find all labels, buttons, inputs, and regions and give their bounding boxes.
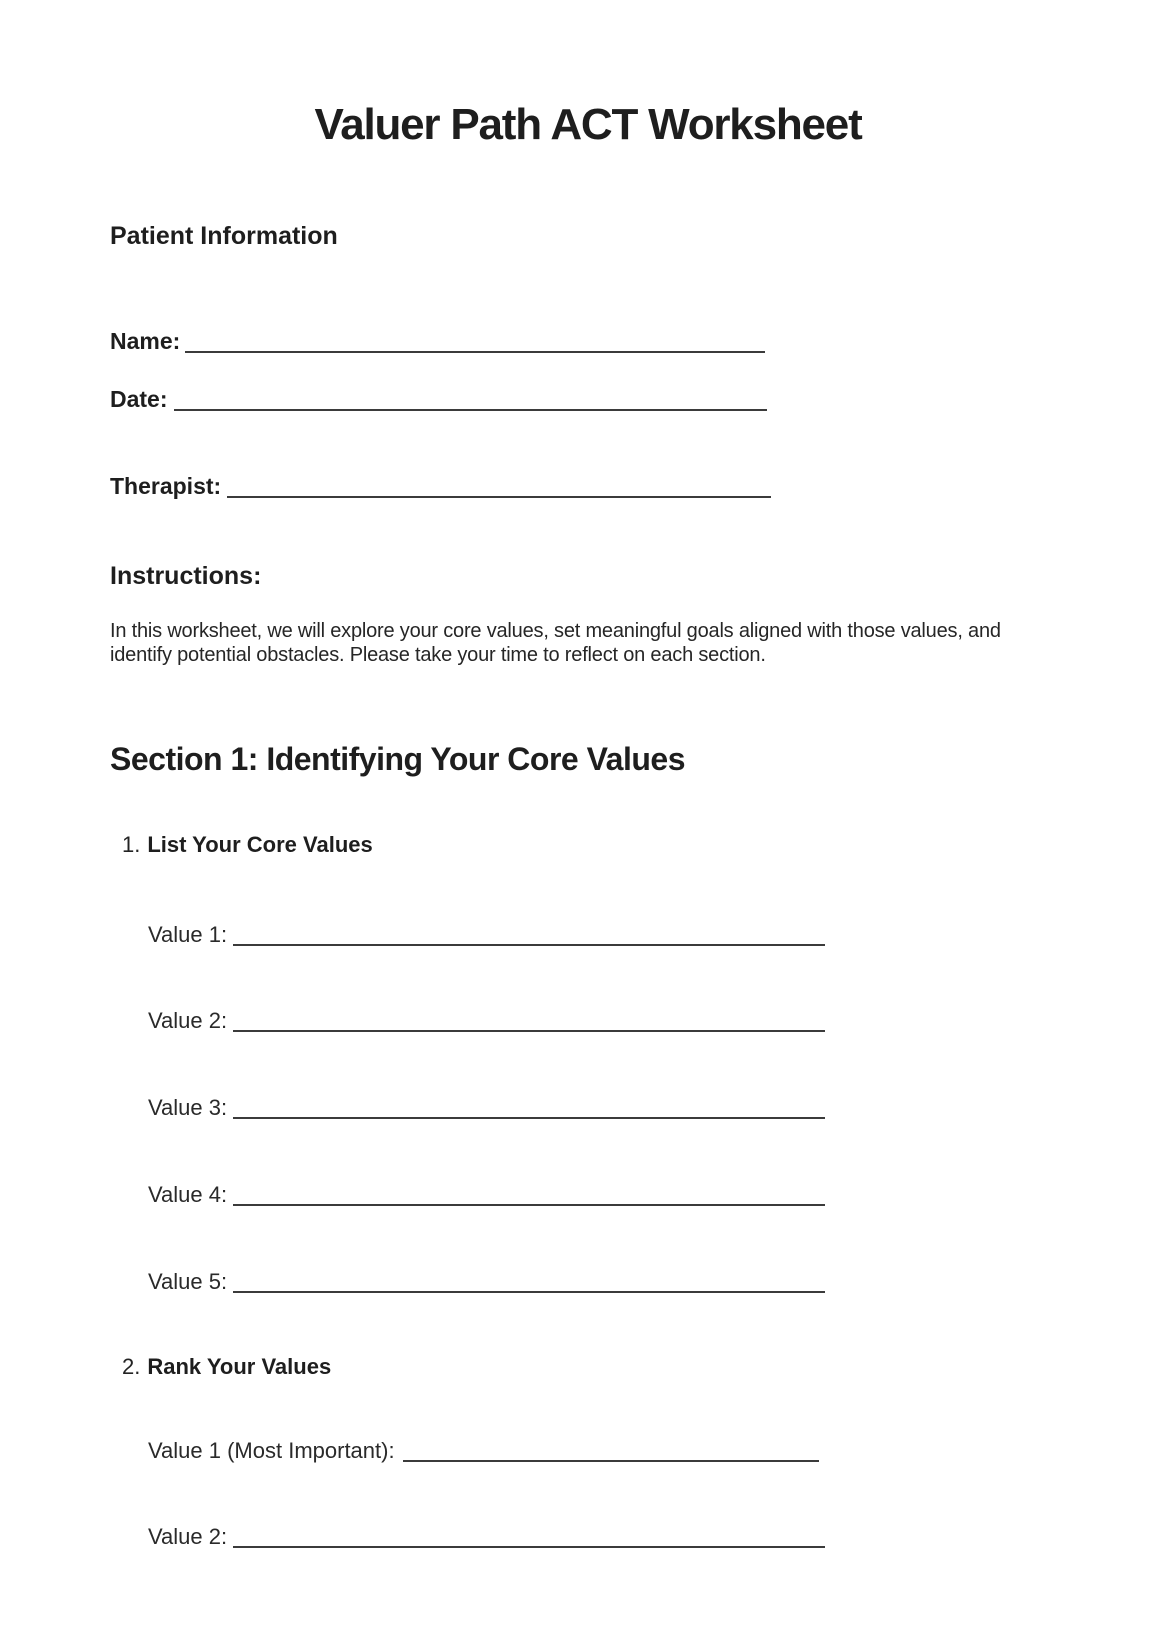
instructions-heading: Instructions: (110, 562, 262, 590)
value-5-label: Value 5: (148, 1269, 228, 1294)
rank-value-2-input-line[interactable] (233, 1524, 825, 1548)
list-item-1 (122, 832, 373, 858)
value-2-row (148, 1008, 825, 1034)
list-item-2-number: 2. (122, 1354, 141, 1379)
date-input-line[interactable] (174, 387, 767, 411)
list-item-1-label: List Your Core Values (147, 832, 373, 857)
value-5-row (148, 1269, 825, 1295)
rank-value-1-input-line[interactable] (403, 1438, 819, 1462)
value-1-label: Value 1: (148, 922, 228, 947)
value-3-label: Value 3: (148, 1095, 228, 1120)
therapist-input-line[interactable] (227, 474, 771, 498)
value-3-input-line[interactable] (233, 1095, 825, 1119)
name-label: Name: (110, 328, 181, 354)
patient-info-heading: Patient Information (110, 222, 338, 250)
section1-heading: Section 1: Identifying Your Core Values (110, 741, 685, 777)
page-title: Valuer Path ACT Worksheet (314, 100, 862, 149)
instructions-text: In this worksheet, we will explore your core values, set meaningful goals aligned with those values, and identify potential obstacles. Please take your time to reflect on each section. (110, 620, 1001, 666)
therapist-field-row (110, 473, 771, 500)
value-1-row (148, 922, 825, 948)
value-4-input-line[interactable] (233, 1182, 825, 1206)
value-3-row (148, 1095, 825, 1121)
value-5-input-line[interactable] (233, 1269, 825, 1293)
rank-value-1-label: Value 1 (Most Important): (148, 1438, 395, 1463)
value-2-input-line[interactable] (233, 1008, 825, 1032)
rank-value-1-row (148, 1438, 819, 1464)
value-1-input-line[interactable] (233, 922, 825, 946)
date-label: Date: (110, 386, 168, 412)
rank-value-2-label: Value 2: (148, 1524, 228, 1549)
value-2-label: Value 2: (148, 1008, 228, 1033)
name-field-row (110, 328, 765, 355)
value-4-label: Value 4: (148, 1182, 228, 1207)
therapist-label: Therapist: (110, 473, 222, 499)
value-4-row (148, 1182, 825, 1208)
list-item-1-number: 1. (122, 832, 141, 857)
list-item-2 (122, 1354, 331, 1380)
rank-value-2-row (148, 1524, 825, 1550)
name-input-line[interactable] (185, 329, 765, 353)
list-item-2-label: Rank Your Values (147, 1354, 332, 1379)
date-field-row (110, 386, 767, 413)
